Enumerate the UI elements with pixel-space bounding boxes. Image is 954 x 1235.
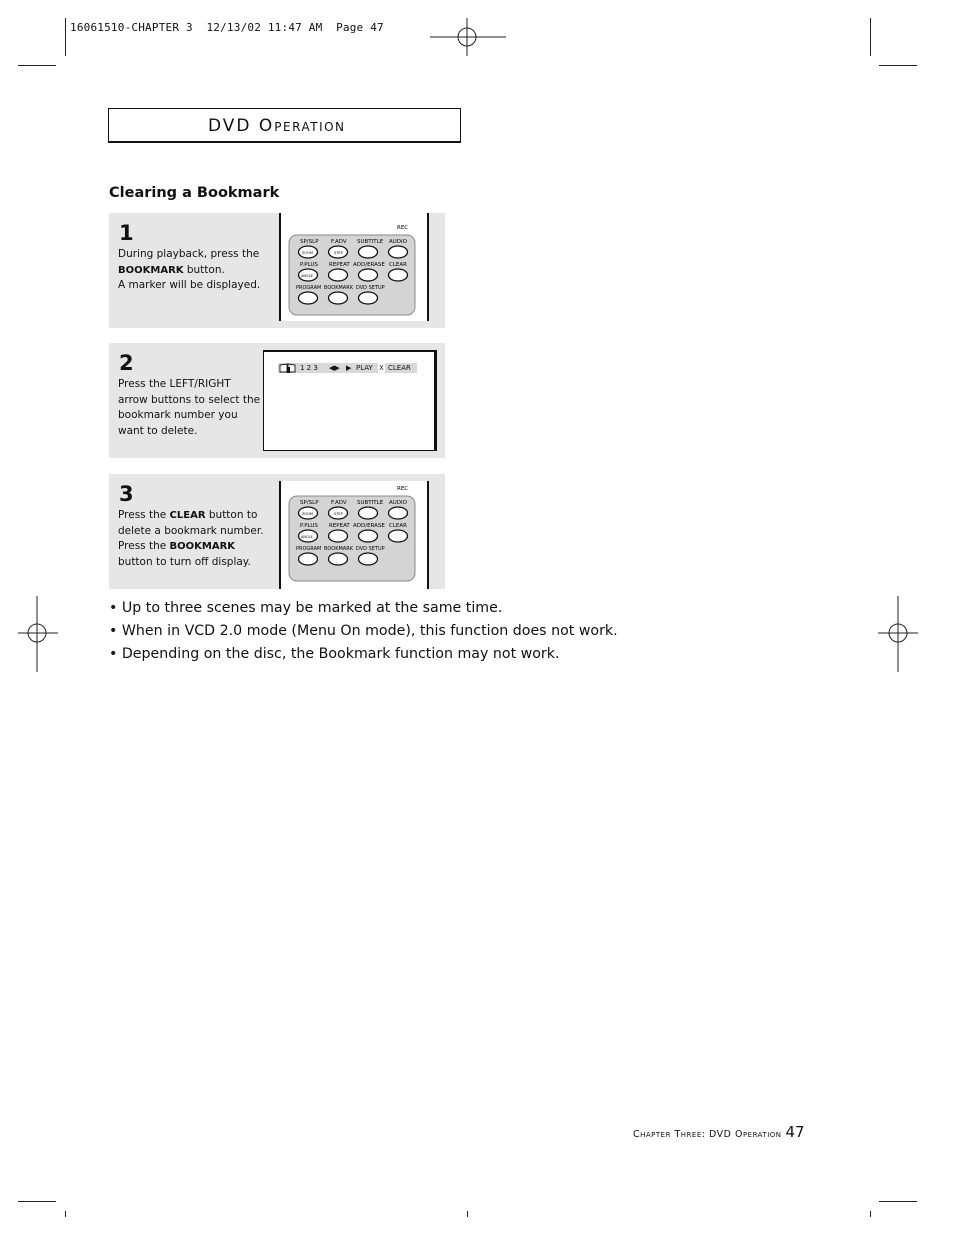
audio-button xyxy=(389,246,408,258)
step-button-label: STEP xyxy=(334,251,343,255)
clear-icon: X xyxy=(379,364,384,372)
notes-list xyxy=(109,597,618,666)
crop-mark xyxy=(65,18,66,56)
step-instructions xyxy=(118,377,268,439)
step-line xyxy=(118,524,268,540)
left-right-arrows-icon: ◀▶ xyxy=(329,364,340,372)
clear-button xyxy=(389,530,408,542)
crop-mark xyxy=(879,1201,917,1202)
clear-label: CLEAR xyxy=(388,364,411,372)
crop-mark xyxy=(870,18,871,56)
subtitle-button xyxy=(359,246,378,258)
remote-label: F.ADV xyxy=(331,500,347,506)
step-line xyxy=(118,377,268,393)
step-line xyxy=(118,539,268,555)
remote-label: CLEAR xyxy=(389,262,407,268)
step-number: 1 xyxy=(119,221,134,245)
chapter-title-box xyxy=(108,108,461,143)
play-icon: ▶ xyxy=(346,364,352,372)
remote-label: SUBTITLE xyxy=(357,500,384,506)
text: bookmark number you xyxy=(118,409,238,422)
remote-label: BOOKMARK xyxy=(324,285,353,291)
remote-buttons-svg xyxy=(279,213,429,321)
remote-label: PROGRAM xyxy=(296,546,322,552)
dvd-setup-button xyxy=(359,553,378,565)
remote-label: AUDIO xyxy=(389,239,407,245)
remote-label: REPEAT xyxy=(329,262,350,268)
subtitle-button xyxy=(359,507,378,519)
text: A marker will be displayed. xyxy=(118,279,261,292)
footer-chapter: Chapter Three: DVD Operation xyxy=(633,1129,782,1140)
crop-mark xyxy=(18,1201,56,1202)
text: button to turn off display. xyxy=(118,555,251,568)
remote-label: DVD SETUP xyxy=(356,285,385,291)
zoom-button-label: ZOOM xyxy=(302,512,313,516)
page-footer xyxy=(633,1122,805,1141)
repeat-button xyxy=(329,269,348,281)
text: delete a bookmark number. xyxy=(118,524,264,537)
note-item: • Depending on the disc, the Bookmark function may not work. xyxy=(109,646,560,662)
tv-screen-illustration xyxy=(263,350,437,451)
rec-label: REC xyxy=(397,225,409,231)
print-slug: 16061510-CHAPTER 3 12/13/02 11:47 AM Page 47 xyxy=(70,21,384,34)
crop-mark xyxy=(65,1211,66,1217)
remote-label: REPEAT xyxy=(329,523,350,529)
step-line xyxy=(118,508,268,524)
play-label: PLAY xyxy=(356,364,373,372)
program-button xyxy=(299,553,318,565)
remote-label: ADD/ERASE xyxy=(353,523,385,529)
text: Press the xyxy=(118,509,170,521)
step-instructions xyxy=(118,508,268,570)
bookmark-button xyxy=(329,553,348,565)
step-line xyxy=(118,555,268,571)
section-heading: Clearing a Bookmark xyxy=(109,185,280,201)
button-name: CLEAR xyxy=(169,510,206,521)
step-line xyxy=(118,393,268,409)
crop-mark xyxy=(870,1211,871,1217)
step-line xyxy=(118,263,268,279)
add-erase-button xyxy=(359,269,378,281)
page-number: 47 xyxy=(785,1123,805,1141)
step-line xyxy=(118,424,268,440)
repeat-button xyxy=(329,530,348,542)
step-line xyxy=(118,278,268,294)
remote-label: SP/SLP xyxy=(300,239,319,245)
angle-button-label: ANGLE xyxy=(301,274,313,278)
chapter-title xyxy=(208,116,346,136)
rec-label: REC xyxy=(397,486,409,492)
text: button. xyxy=(183,263,225,276)
step-2-panel xyxy=(109,343,445,458)
crop-mark xyxy=(879,65,917,66)
remote-label: F.ADV xyxy=(331,239,347,245)
text: button to xyxy=(205,509,258,521)
remote-label: CLEAR xyxy=(389,523,407,529)
crop-mark xyxy=(18,65,56,66)
button-name: BOOKMARK xyxy=(169,541,236,553)
registration-mark-right xyxy=(878,596,918,672)
step-line xyxy=(118,408,268,424)
dvd-setup-button xyxy=(359,292,378,304)
step-3-panel xyxy=(109,474,445,589)
remote-label: ADD/ERASE xyxy=(353,262,385,268)
text: want to delete. xyxy=(118,424,198,437)
button-name: BOOKMARK xyxy=(118,264,184,276)
remote-label: P.PLUS xyxy=(300,523,318,529)
bookmark-icon xyxy=(279,363,297,373)
remote-label: P.PLUS xyxy=(300,262,318,268)
text: During playback, press the xyxy=(118,248,260,260)
note-item: • Up to three scenes may be marked at the same time. xyxy=(109,600,503,616)
remote-label: SUBTITLE xyxy=(357,239,384,245)
audio-button xyxy=(389,507,408,519)
remote-label: DVD SETUP xyxy=(356,546,385,552)
zoom-button-label: ZOOM xyxy=(302,251,313,255)
bookmark-osd-bar xyxy=(278,363,417,373)
step-number: 2 xyxy=(119,351,134,375)
add-erase-button xyxy=(359,530,378,542)
step-instructions xyxy=(118,247,268,294)
text: Press the LEFT/RIGHT xyxy=(118,378,231,390)
text: Press the xyxy=(118,540,170,553)
remote-label: AUDIO xyxy=(389,500,407,506)
step-1-panel xyxy=(109,213,445,328)
crop-mark xyxy=(467,1211,468,1217)
note-item: • When in VCD 2.0 mode (Menu On mode), this function does not work. xyxy=(109,623,618,639)
chapter-title-smallcaps: PERATION xyxy=(274,120,346,134)
chapter-title-caps: DVD O xyxy=(208,116,275,136)
clear-button xyxy=(389,269,408,281)
remote-buttons-svg xyxy=(279,481,429,589)
remote-illustration xyxy=(279,481,429,589)
remote-label: SP/SLP xyxy=(300,500,319,506)
registration-mark-left xyxy=(18,596,58,672)
remote-label: BOOKMARK xyxy=(324,546,353,552)
text: arrow buttons to select the xyxy=(118,393,261,406)
registration-mark-top xyxy=(430,18,506,58)
step-line xyxy=(118,247,268,263)
angle-button-label: ANGLE xyxy=(301,535,313,539)
bookmark-numbers: 1 2 3 xyxy=(300,364,318,372)
remote-label: PROGRAM xyxy=(296,285,322,291)
bookmark-button xyxy=(329,292,348,304)
step-number: 3 xyxy=(119,482,134,506)
step-button-label: STEP xyxy=(334,512,343,516)
program-button xyxy=(299,292,318,304)
remote-illustration xyxy=(279,213,429,321)
